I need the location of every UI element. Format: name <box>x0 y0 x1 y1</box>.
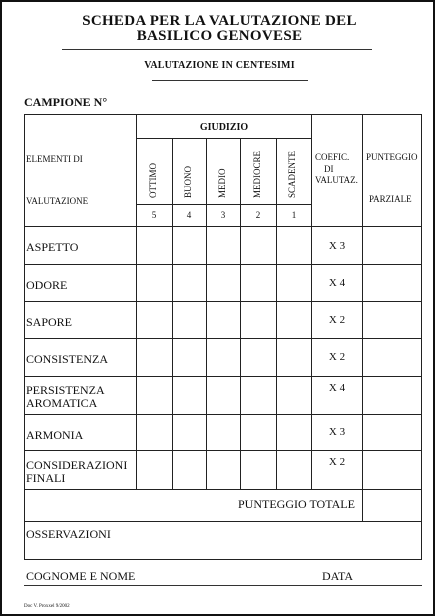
signature-line <box>24 585 422 586</box>
rating-label-mediocre: MEDIOCRE <box>252 151 262 198</box>
row-label-odore: ODORE <box>26 278 68 292</box>
col-divider <box>240 138 241 489</box>
table-right-border <box>421 114 422 559</box>
row-divider <box>24 489 422 490</box>
rating-score-5: 5 <box>151 210 157 220</box>
rating-score-3: 3 <box>220 210 226 220</box>
col-divider <box>276 138 277 489</box>
total-divider <box>24 521 422 522</box>
credit-text: Doc V. Proxxel 9/2002 <box>24 604 70 609</box>
date-label: DATA <box>322 569 354 583</box>
observations-label: OSSERVAZIONI <box>26 527 111 541</box>
row-label-consistenza: CONSISTENZA <box>26 352 109 366</box>
coef-label-3: VALUTAZ. <box>315 175 358 185</box>
rating-label-buono: BUONO <box>183 165 193 198</box>
table-bottom-border <box>24 559 422 560</box>
row-divider <box>24 226 422 227</box>
coef-label-1: COEFIC. <box>315 152 350 162</box>
name-label: COGNOME E NOME <box>26 569 136 583</box>
coef-armonia: X 3 <box>328 426 346 438</box>
rating-score-4: 4 <box>186 210 192 220</box>
giudizio-divider <box>136 138 312 139</box>
row-divider <box>24 450 422 451</box>
row-divider <box>24 301 422 302</box>
title-line-2: BASILICO GENOVESE <box>136 28 303 44</box>
row-divider <box>24 376 422 377</box>
total-label: PUNTEGGIO TOTALE <box>238 497 355 511</box>
punteggio-label-2: PARZIALE <box>369 194 412 204</box>
row-label-considerazioni: CONSIDERAZIONI <box>26 458 128 472</box>
campione-label: CAMPIONE N° <box>24 95 108 109</box>
row-label-sapore: SAPORE <box>26 315 73 329</box>
coef-aspetto: X 3 <box>328 240 346 252</box>
row-label-aspetto: ASPETTO <box>26 240 79 254</box>
rating-score-1: 1 <box>291 210 297 220</box>
subtitle: VALUTAZIONE IN CENTESIMI <box>144 60 295 71</box>
coef-odore: X 4 <box>328 277 346 289</box>
elementi-label-1: ELEMENTI DI <box>26 154 83 164</box>
punteggio-label-1: PUNTEGGIO <box>366 152 418 162</box>
giudizio-header: GIUDIZIO <box>199 122 249 133</box>
rating-label-medio: MEDIO <box>217 168 227 198</box>
coef-considerazioni: X 2 <box>328 456 346 468</box>
rating-label-scadente: SCADENTE <box>287 151 297 198</box>
col-divider <box>206 138 207 489</box>
rating-label-ottimo: OTTIMO <box>148 163 158 198</box>
row-label-aromatica: AROMATICA <box>26 396 98 410</box>
coef-sapore: X 2 <box>328 314 346 326</box>
coef-consistenza: X 2 <box>328 351 346 363</box>
row-label-persistenza: PERSISTENZA <box>26 383 105 397</box>
row-label-armonia: ARMONIA <box>26 428 84 442</box>
row-divider <box>24 338 422 339</box>
coef-persistenza: X 4 <box>328 382 346 394</box>
table-top-border <box>24 114 422 115</box>
elementi-label-2: VALUTAZIONE <box>26 196 89 206</box>
rating-score-2: 2 <box>255 210 261 220</box>
table-left-border <box>24 114 25 559</box>
subtitle-divider <box>152 80 308 81</box>
row-label-finali: FINALI <box>26 471 66 485</box>
title-divider <box>62 49 372 50</box>
title-line-1: SCHEDA PER LA VALUTAZIONE DEL <box>82 13 357 29</box>
col-divider <box>172 138 173 489</box>
row-divider <box>24 414 422 415</box>
row-divider <box>24 264 422 265</box>
coef-label-2: DI <box>324 164 334 174</box>
score-divider <box>136 204 312 205</box>
